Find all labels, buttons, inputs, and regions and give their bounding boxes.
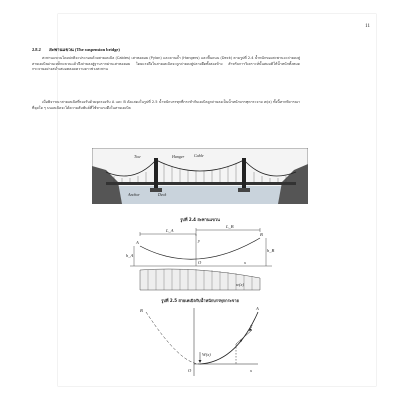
fbd-x-label: x xyxy=(250,368,252,373)
section-title: สะพานแขวน (The suspension bridge) xyxy=(49,47,120,52)
bridge-figure-caption: รูปที่ 2.4 สะพานแขวน xyxy=(180,217,220,222)
length-b-label: L_B xyxy=(226,224,234,229)
angle-label: θ xyxy=(240,338,243,343)
weight-label: W(x) xyxy=(202,352,211,357)
cable-label: Cable xyxy=(194,153,204,158)
paragraph-1: สะพานแขวนโดยปกติจะประกอบด้วยสายเคเบิล (Cables) เสาหอคอย (Pylon) และคานค้ำ (Hangers) และพื้นถนน (Deck) ตามรูปที่ 2.4 น้ำหนักของสะพานจะถ่ายลงสู่สายเคเบิลผ่านเหล็กแขวนแล้วจึงถ่ายลงสู่ฐานรากผ่านเสาหอคอย โดยแรงดึงในสายเคเบิลจะถูกถ่ายลงสู่ปลายยึดทั้งสองข้าง สำหรับการวิเคราะห์นั้นสมมติให้น้ำหนักทั้งหมดกระจายอย่างสม่ำเสมอตลอดความยาวช่วงสะพาน xyxy=(32,56,300,71)
height-b-label: h_B xyxy=(267,248,275,253)
x-axis-label: x xyxy=(244,260,246,265)
fbd-a-label: A xyxy=(256,306,259,311)
tower-label: Tow xyxy=(134,154,141,159)
free-body-figure xyxy=(140,304,266,380)
page-number: 11 xyxy=(365,24,370,29)
support-a-label: A xyxy=(136,240,139,245)
support-b-label: B xyxy=(260,232,263,237)
y-axis-label: y xyxy=(198,238,200,243)
load-label: w(x) xyxy=(236,282,244,287)
cable-load-figure xyxy=(126,224,276,292)
hanger-label: Hanger xyxy=(172,154,185,159)
deck-label: Deck xyxy=(158,192,167,197)
tension-label: T xyxy=(250,324,253,329)
length-a-label: L_A xyxy=(166,228,174,233)
anchor-label: Anchor xyxy=(128,192,140,197)
height-a-label: h_A xyxy=(126,253,134,258)
paragraph-2: เมื่อพิจารณาสายเคเบิลที่รองรับด้วยจุดรองรับ A และ B ดังแสดงในรูปที่ 2.5 น้ำหนักบรรทุกที่กระทำกับเคเบิลถูกถ่ายลงเป็นน้ำหนักบรรทุกกระจาย w(x) ทั้งนี้หากพิจารณาที่จุดใด ๆ บนเคเบิลจะได้ความสัมพันธ์ที่ใช้หาแรงดึงในสายเคเบิล xyxy=(32,100,300,110)
section-heading xyxy=(32,46,302,53)
fbd-b-label: B xyxy=(140,308,143,313)
fbd-origin-label: O xyxy=(188,368,192,373)
bridge-figure xyxy=(92,148,308,204)
section-number: 2.8.2 xyxy=(32,47,41,52)
cable-load-figure-caption: รูปที่ 2.5 สายเคเบิลรับน้ำหนักบรรทุกกระจาย xyxy=(161,298,239,303)
origin-label: O xyxy=(198,260,202,265)
